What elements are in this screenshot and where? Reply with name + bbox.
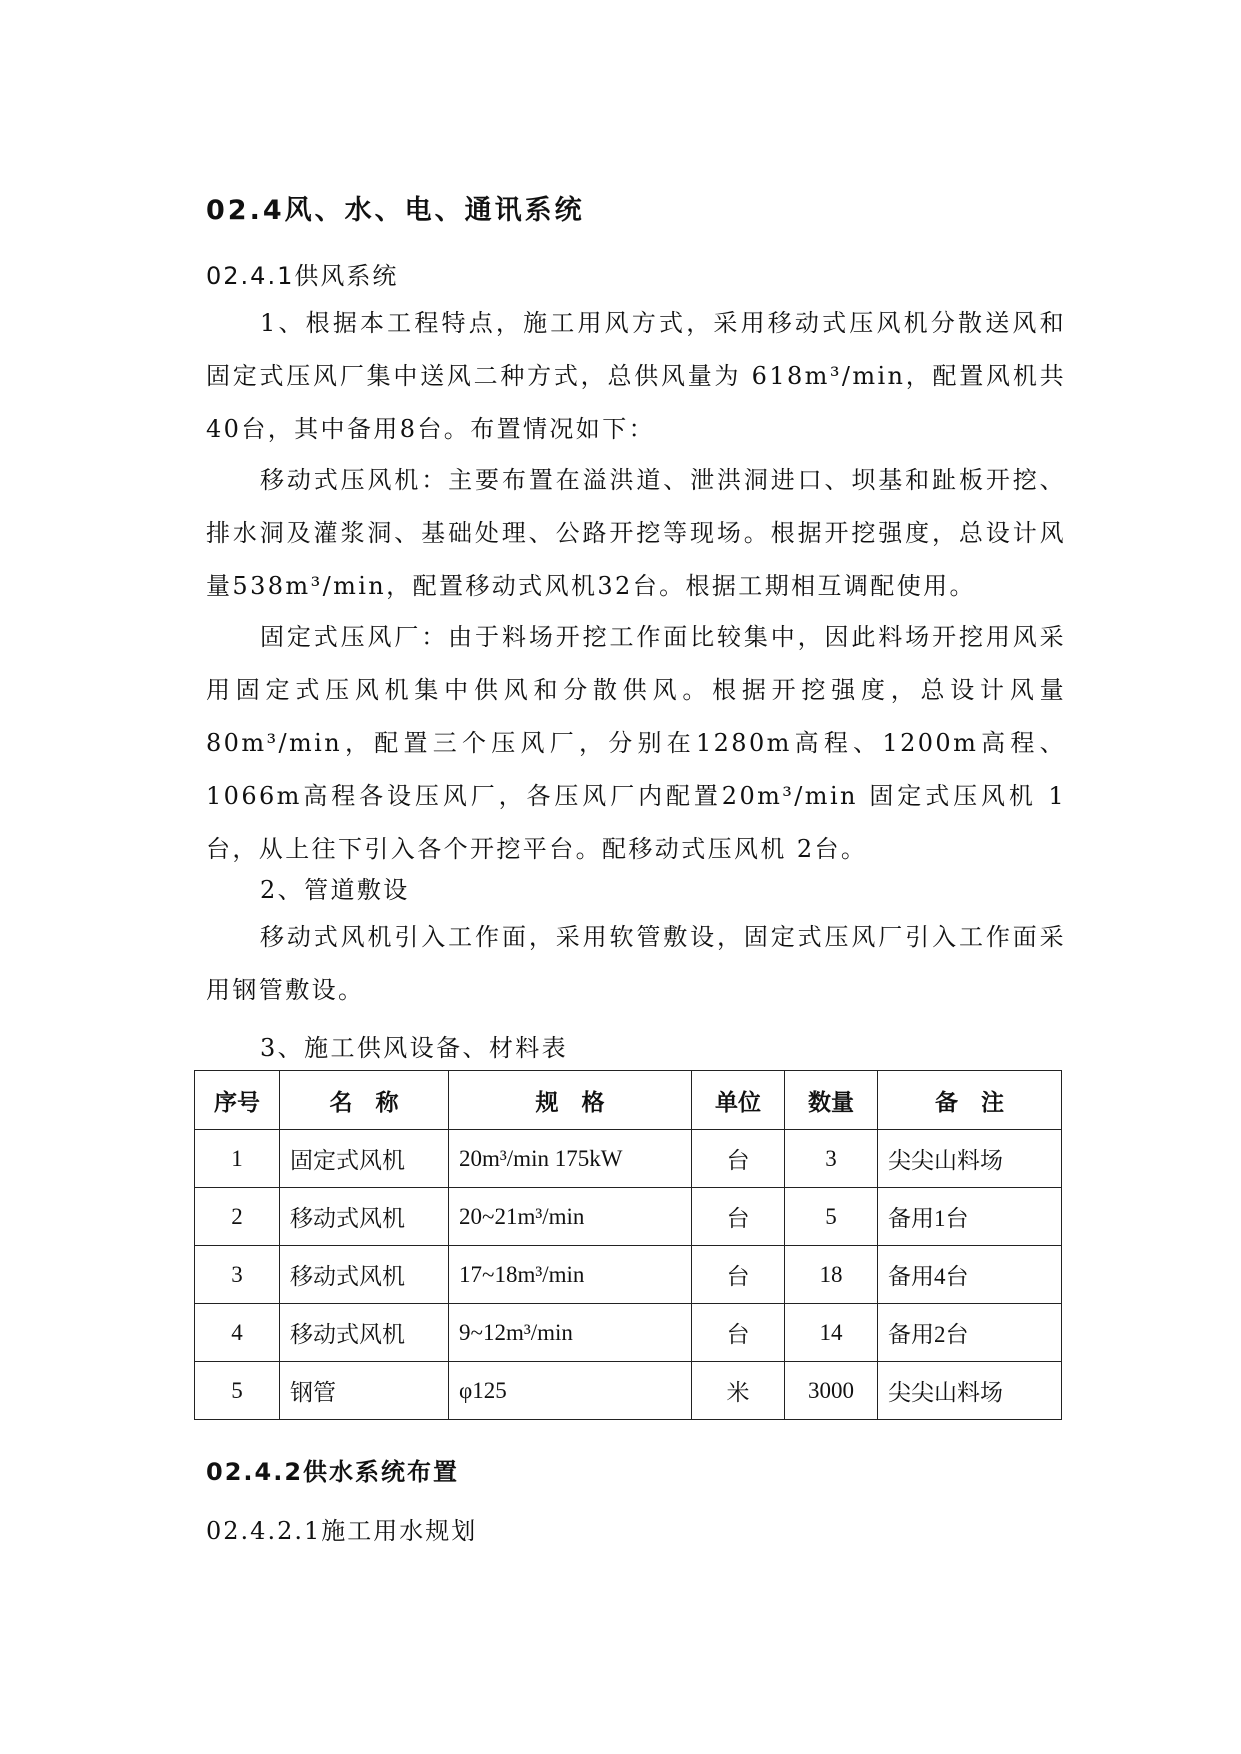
cell-quantity: 14 [785,1304,878,1362]
col-header-index: 序号 [195,1071,280,1130]
cell-index: 5 [195,1362,280,1420]
table-row [195,1304,1062,1362]
item-equipment-table-title: 3、施工供风设备、材料表 [260,1034,569,1062]
cell-name: 移动式风机 [280,1304,449,1362]
paragraph-mobile-compressor: 移动式压风机：主要布置在溢洪道、泄洪洞进口、坝基和趾板开挖、排水洞及灌浆洞、基础处理、公路开挖等现场。根据开挖强度，总设计风量538m³/min，配置移动式风机32台。根据工期相互调配使用。 [206,466,1066,600]
cell-spec: 20~21m³/min [449,1188,692,1246]
col-header-remark: 备 注 [878,1071,1062,1130]
table-row [195,1246,1062,1304]
subsection-title-air-supply: 02.4.1供风系统 [206,262,399,290]
cell-quantity: 3 [785,1130,878,1188]
cell-remark: 尖尖山料场 [878,1362,1062,1420]
table-header-row [195,1071,1062,1130]
cell-remark: 备用4台 [878,1246,1062,1304]
paragraph-fixed-compressor-station: 固定式压风厂：由于料场开挖工作面比较集中，因此料场开挖用风采用固定式压风机集中供风和分散供风。根据开挖强度，总设计风量80m³/min，配置三个压风厂，分别在1280m高程、1200m高程、1066m高程各设压风厂，各压风厂内配置20m³/min 固定式压风机 1台，从上往下引入各个开挖平台。配移动式压风机 2台。 [206,623,1066,863]
section-title: 02.4风、水、电、通讯系统 [206,195,585,226]
cell-spec: 20m³/min 175kW [449,1130,692,1188]
col-header-quantity: 数量 [785,1071,878,1130]
cell-spec: φ125 [449,1362,692,1420]
subsection-title-water-supply: 02.4.2供水系统布置 [206,1458,460,1486]
cell-index: 1 [195,1130,280,1188]
cell-unit: 台 [692,1246,785,1304]
table-row [195,1362,1062,1420]
cell-name: 移动式风机 [280,1188,449,1246]
col-header-spec: 规 格 [449,1071,692,1130]
cell-spec: 9~12m³/min [449,1304,692,1362]
item-pipe-laying-title: 2、管道敷设 [260,876,410,904]
equipment-material-table [194,1070,1062,1420]
cell-unit: 台 [692,1188,785,1246]
cell-index: 3 [195,1246,280,1304]
col-header-name: 名 称 [280,1071,449,1130]
cell-unit: 台 [692,1130,785,1188]
cell-name: 移动式风机 [280,1246,449,1304]
col-header-unit: 单位 [692,1071,785,1130]
cell-remark: 尖尖山料场 [878,1130,1062,1188]
cell-quantity: 3000 [785,1362,878,1420]
cell-quantity: 5 [785,1188,878,1246]
paragraph-air-supply-overview: 1、根据本工程特点，施工用风方式，采用移动式压风机分散送风和固定式压风厂集中送风二种方式，总供风量为 618m³/min，配置风机共40台，其中备用8台。布置情况如下： [206,309,1066,443]
cell-name: 钢管 [280,1362,449,1420]
cell-index: 4 [195,1304,280,1362]
cell-quantity: 18 [785,1246,878,1304]
table-row [195,1130,1062,1188]
cell-index: 2 [195,1188,280,1246]
table-row [195,1188,1062,1246]
cell-spec: 17~18m³/min [449,1246,692,1304]
cell-remark: 备用2台 [878,1304,1062,1362]
cell-name: 固定式风机 [280,1130,449,1188]
cell-unit: 台 [692,1304,785,1362]
paragraph-pipe-laying: 移动式风机引入工作面，采用软管敷设，固定式压风厂引入工作面采用钢管敷设。 [206,923,1066,1004]
subsubsection-title-water-planning: 02.4.2.1施工用水规划 [206,1517,478,1545]
cell-remark: 备用1台 [878,1188,1062,1246]
cell-unit: 米 [692,1362,785,1420]
